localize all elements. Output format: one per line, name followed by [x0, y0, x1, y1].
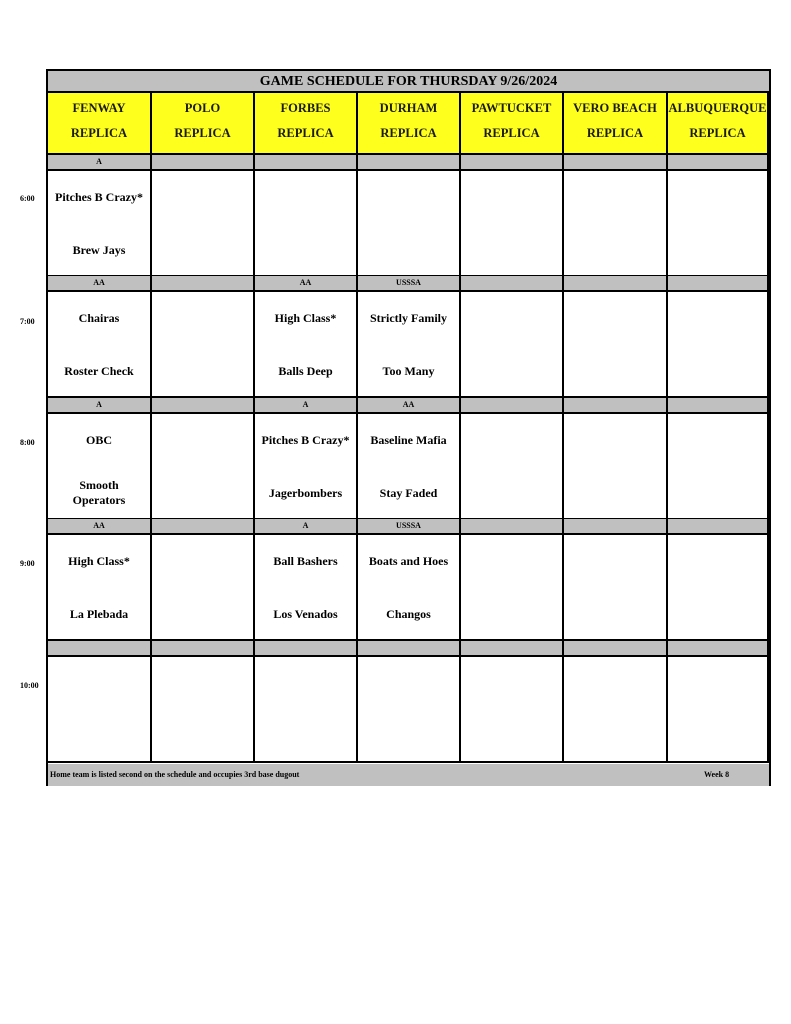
game-cell	[48, 535, 152, 641]
division-level: AA	[255, 276, 358, 292]
division-level	[152, 519, 255, 535]
home-team: Too Many	[382, 364, 435, 378]
home-team: Brew Jays	[72, 243, 126, 257]
away-team: Boats and Hoes	[368, 554, 449, 568]
field-subtitle: REPLICA	[380, 126, 437, 140]
division-level: USSSA	[358, 276, 461, 292]
away-team: High Class*	[274, 311, 337, 325]
field-header	[48, 93, 152, 155]
away-team: High Class*	[68, 554, 130, 568]
field-name: ALBUQUERQUE	[668, 101, 767, 115]
away-team: Pitches B Crazy*	[55, 190, 143, 204]
field-name: POLO	[184, 101, 221, 115]
game-cell	[564, 414, 668, 520]
time-label-6: 6:00	[20, 194, 35, 203]
division-level	[564, 519, 668, 535]
game-cell	[152, 535, 255, 641]
division-level	[564, 155, 668, 171]
game-cell	[152, 292, 255, 398]
field-header	[461, 93, 564, 155]
division-level	[668, 519, 769, 535]
division-level	[668, 155, 769, 171]
game-schedule-table	[46, 69, 771, 786]
game-cell	[668, 171, 769, 277]
game-cell	[48, 171, 152, 277]
division-level	[152, 398, 255, 414]
game-cell	[564, 535, 668, 641]
division-level	[564, 398, 668, 414]
field-header	[564, 93, 668, 155]
time-label-9: 9:00	[20, 559, 35, 568]
home-team: Smooth Operators	[72, 478, 126, 507]
division-level	[152, 155, 255, 171]
division-level	[461, 398, 564, 414]
time-label-10: 10:00	[20, 681, 39, 690]
week-label: Week 8	[704, 770, 730, 779]
game-cell	[48, 292, 152, 398]
field-name: DURHAM	[379, 101, 438, 115]
field-header	[668, 93, 769, 155]
division-level	[461, 276, 564, 292]
field-subtitle: REPLICA	[70, 126, 128, 140]
away-team: OBC	[85, 433, 112, 447]
away-team: Pitches B Crazy*	[261, 433, 350, 447]
game-cell	[461, 657, 564, 763]
division-level	[564, 276, 668, 292]
division-level	[461, 155, 564, 171]
schedule-footer	[48, 764, 769, 786]
game-cell	[358, 414, 461, 520]
field-header	[152, 93, 255, 155]
game-cell	[48, 414, 152, 520]
game-cell	[358, 535, 461, 641]
division-level: AA	[358, 398, 461, 414]
division-level	[358, 641, 461, 657]
footer-note: Home team is listed second on the schedule and occupies 3rd base dugout	[50, 770, 300, 779]
home-team: Balls Deep	[278, 364, 333, 378]
home-team: Los Venados	[273, 607, 338, 621]
game-cell	[358, 171, 461, 277]
division-level	[564, 641, 668, 657]
field-subtitle: REPLICA	[174, 126, 231, 140]
game-cell	[255, 535, 358, 641]
division-level: A	[48, 398, 152, 414]
home-team: Changos	[386, 607, 431, 621]
away-team: Strictly Family	[370, 311, 447, 325]
field-name: VERO BEACH	[573, 101, 657, 115]
game-cell	[564, 292, 668, 398]
game-cell	[152, 171, 255, 277]
game-cell	[461, 414, 564, 520]
field-subtitle: REPLICA	[689, 126, 746, 140]
field-name: FORBES	[280, 101, 331, 115]
game-cell	[152, 414, 255, 520]
division-level	[152, 641, 255, 657]
schedule-title: GAME SCHEDULE FOR THURSDAY 9/26/2024	[48, 71, 769, 93]
division-level: USSSA	[358, 519, 461, 535]
game-cell	[152, 657, 255, 763]
game-cell	[564, 657, 668, 763]
time-label-8: 8:00	[20, 438, 35, 447]
division-level	[255, 641, 358, 657]
game-cell	[461, 535, 564, 641]
game-cell	[668, 657, 769, 763]
division-level: A	[48, 155, 152, 171]
home-team: La Plebada	[69, 607, 129, 621]
division-level: AA	[48, 276, 152, 292]
home-team: Stay Faded	[379, 486, 438, 500]
away-team: Baseline Mafia	[370, 433, 447, 447]
game-cell	[564, 171, 668, 277]
division-level	[668, 398, 769, 414]
home-team: Jagerbombers	[268, 486, 343, 500]
division-level	[668, 276, 769, 292]
game-cell	[461, 171, 564, 277]
game-cell	[668, 414, 769, 520]
field-header	[255, 93, 358, 155]
game-cell	[255, 292, 358, 398]
field-name: FENWAY	[72, 101, 126, 115]
away-team: Ball Bashers	[273, 554, 338, 568]
division-level: AA	[48, 519, 152, 535]
game-cell	[668, 292, 769, 398]
away-team: Chairas	[78, 311, 120, 325]
division-level	[461, 519, 564, 535]
field-subtitle: REPLICA	[483, 126, 540, 140]
division-level	[48, 641, 152, 657]
division-level: A	[255, 398, 358, 414]
field-header	[358, 93, 461, 155]
division-level	[255, 155, 358, 171]
game-cell	[668, 535, 769, 641]
game-cell	[358, 292, 461, 398]
game-cell	[358, 657, 461, 763]
division-level: A	[255, 519, 358, 535]
game-cell	[461, 292, 564, 398]
division-level	[668, 641, 769, 657]
time-label-7: 7:00	[20, 317, 35, 326]
division-level	[152, 276, 255, 292]
home-team: Roster Check	[64, 364, 134, 378]
game-cell	[255, 171, 358, 277]
division-level	[358, 155, 461, 171]
game-cell	[48, 657, 152, 763]
game-cell	[255, 414, 358, 520]
field-subtitle: REPLICA	[277, 126, 334, 140]
division-level	[461, 641, 564, 657]
field-subtitle: REPLICA	[586, 126, 644, 140]
field-name: PAWTUCKET	[471, 101, 552, 115]
game-cell	[255, 657, 358, 763]
